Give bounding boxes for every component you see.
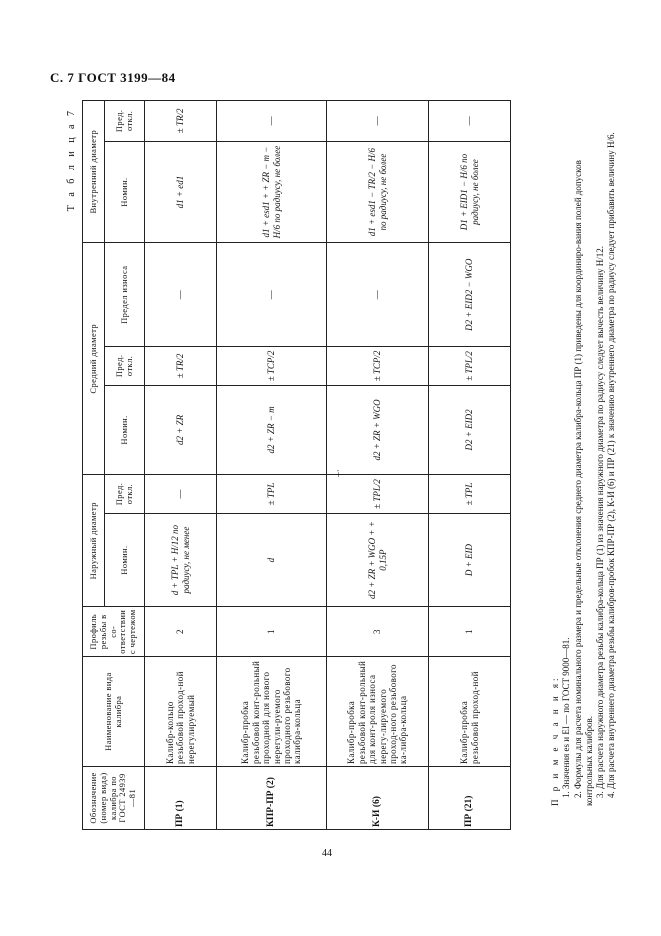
col-outer-nom: Номин. [105, 513, 145, 607]
table-7 [82, 100, 511, 830]
cell-inner-dev: ± TR/2 [145, 101, 217, 142]
notes-title: П р и м е ч а н и я: [550, 675, 560, 806]
cell-inner-dev: — [217, 101, 327, 142]
table-row [145, 101, 217, 830]
margin-mark: –· [332, 469, 343, 477]
col-designation: Обозначение (номер вида) калибра по ГОСТ 24939—81 [83, 766, 145, 829]
cell-mid-dev: ± TCP/2 [217, 347, 327, 386]
col-middle-diameter: Средний диаметр [83, 243, 105, 475]
table-caption: Т а б л и ц а 7 [66, 108, 77, 212]
cell-inner-nom: d1 + esd1 + + ZR − m − H/6 по радиусу, не более [217, 141, 327, 243]
cell-mid-nom: d2 + ZR [145, 385, 217, 474]
cell-designation: К-И (6) [327, 766, 429, 829]
cell-designation: КПР-ПР (2) [217, 766, 327, 829]
cell-mid-dev: ± TR/2 [145, 347, 217, 386]
cell-wear: — [217, 243, 327, 347]
page-header: С. 7 ГОСТ 3199—84 [50, 70, 176, 85]
table-row [217, 101, 327, 830]
cell-outer-dev: — [145, 475, 217, 514]
cell-name: Калибр-кольцо резьбовой проход-ной нерегулируемый [145, 657, 217, 767]
col-name: Наименование вида калибра [83, 657, 145, 767]
table-row [327, 101, 429, 830]
note-item: 3. Для расчета наружного диаметра резьбы калибра-кольца ПР (1) из значения наружного диаметра по радиусу следует вычесть величину H/12. [595, 245, 605, 798]
note-item: 2. Формулы для расчета номинального размера и предельные отклонения среднего диаметра калибра-кольца ПР (1) приведены для координиро-вания полей допусков контрольных калибров. [572, 160, 594, 806]
cell-outer-nom: d2 + ZR + WGO + + 0,15P [327, 513, 429, 607]
cell-profile: 1 [217, 607, 327, 657]
cell-inner-dev: — [327, 101, 429, 142]
col-profile: Профиль резьбы в со-ответствии с чертежом [83, 607, 145, 657]
cell-name: Калибр-пробка резьбовой проход-ной [429, 657, 511, 767]
cell-mid-nom: D2 + EID2 [429, 385, 511, 474]
col-outer-dev: Пред. откл. [105, 475, 145, 514]
col-inner-diameter: Внутренний диаметр [83, 101, 105, 243]
cell-name: Калибр-пробка резьбовой конт-рольный проходной для нового нерегули-руемого проходного резьбового калибра-кольца [217, 657, 327, 767]
cell-wear: — [327, 243, 429, 347]
cell-inner-dev: — [429, 101, 511, 142]
cell-outer-nom: d [217, 513, 327, 607]
cell-outer-nom: D + EID [429, 513, 511, 607]
cell-inner-nom: D1 + EID1 − H/6 по радиусу, не более [429, 141, 511, 243]
cell-profile: 3 [327, 607, 429, 657]
cell-inner-nom: d1 + esd1 − TR/2 − H/6 по радиусу, не более [327, 141, 429, 243]
note-item: 1. Значения es и EI — по ГОСТ 9000—81. [561, 637, 572, 798]
cell-mid-dev: ± TCP/2 [327, 347, 429, 386]
col-wear: Предел износа [105, 243, 145, 347]
cell-wear: — [145, 243, 217, 347]
col-mid-dev: Пред. откл. [105, 347, 145, 386]
table-row [429, 101, 511, 830]
cell-mid-nom: d2 + ZR + WGO [327, 385, 429, 474]
cell-outer-dev: ± TPL [217, 475, 327, 514]
table-notes [550, 116, 618, 806]
cell-wear: D2 + EID2 − WGO [429, 243, 511, 347]
cell-profile: 1 [429, 607, 511, 657]
col-mid-nom: Номин. [105, 385, 145, 474]
cell-mid-nom: d2 + ZR − m [217, 385, 327, 474]
cell-designation: ПР (21) [429, 766, 511, 829]
cell-outer-nom: d + TPL + H/12 по радиусу, не менее [145, 513, 217, 607]
cell-profile: 2 [145, 607, 217, 657]
col-inner-nom: Номин. [105, 141, 145, 243]
cell-name: Калибр-пробка резьбовой конт-рольный для конт-роля износа нерегу-лируемого проход-ного резьбового ка-либра-кольца [327, 657, 429, 767]
cell-designation: ПР (1) [145, 766, 217, 829]
col-outer-diameter: Наружный диаметр [83, 475, 105, 607]
rotated-table-block [60, 100, 617, 830]
cell-outer-dev: ± TPL [429, 475, 511, 514]
note-item: 4. Для расчета внутреннего диаметра резьбы калибров-пробок КПР-ПР (2), К-И (6) и ПР (21) к значению внутреннего диаметра по радиусу следует прибавить величину H/6. [606, 132, 617, 798]
col-inner-dev: Пред. откл. [105, 101, 145, 142]
page-number: 44 [322, 848, 332, 859]
cell-mid-dev: ± TPL/2 [429, 347, 511, 386]
cell-inner-nom: d1 + ed1 [145, 141, 217, 243]
cell-outer-dev: ± TPL/2 [327, 475, 429, 514]
